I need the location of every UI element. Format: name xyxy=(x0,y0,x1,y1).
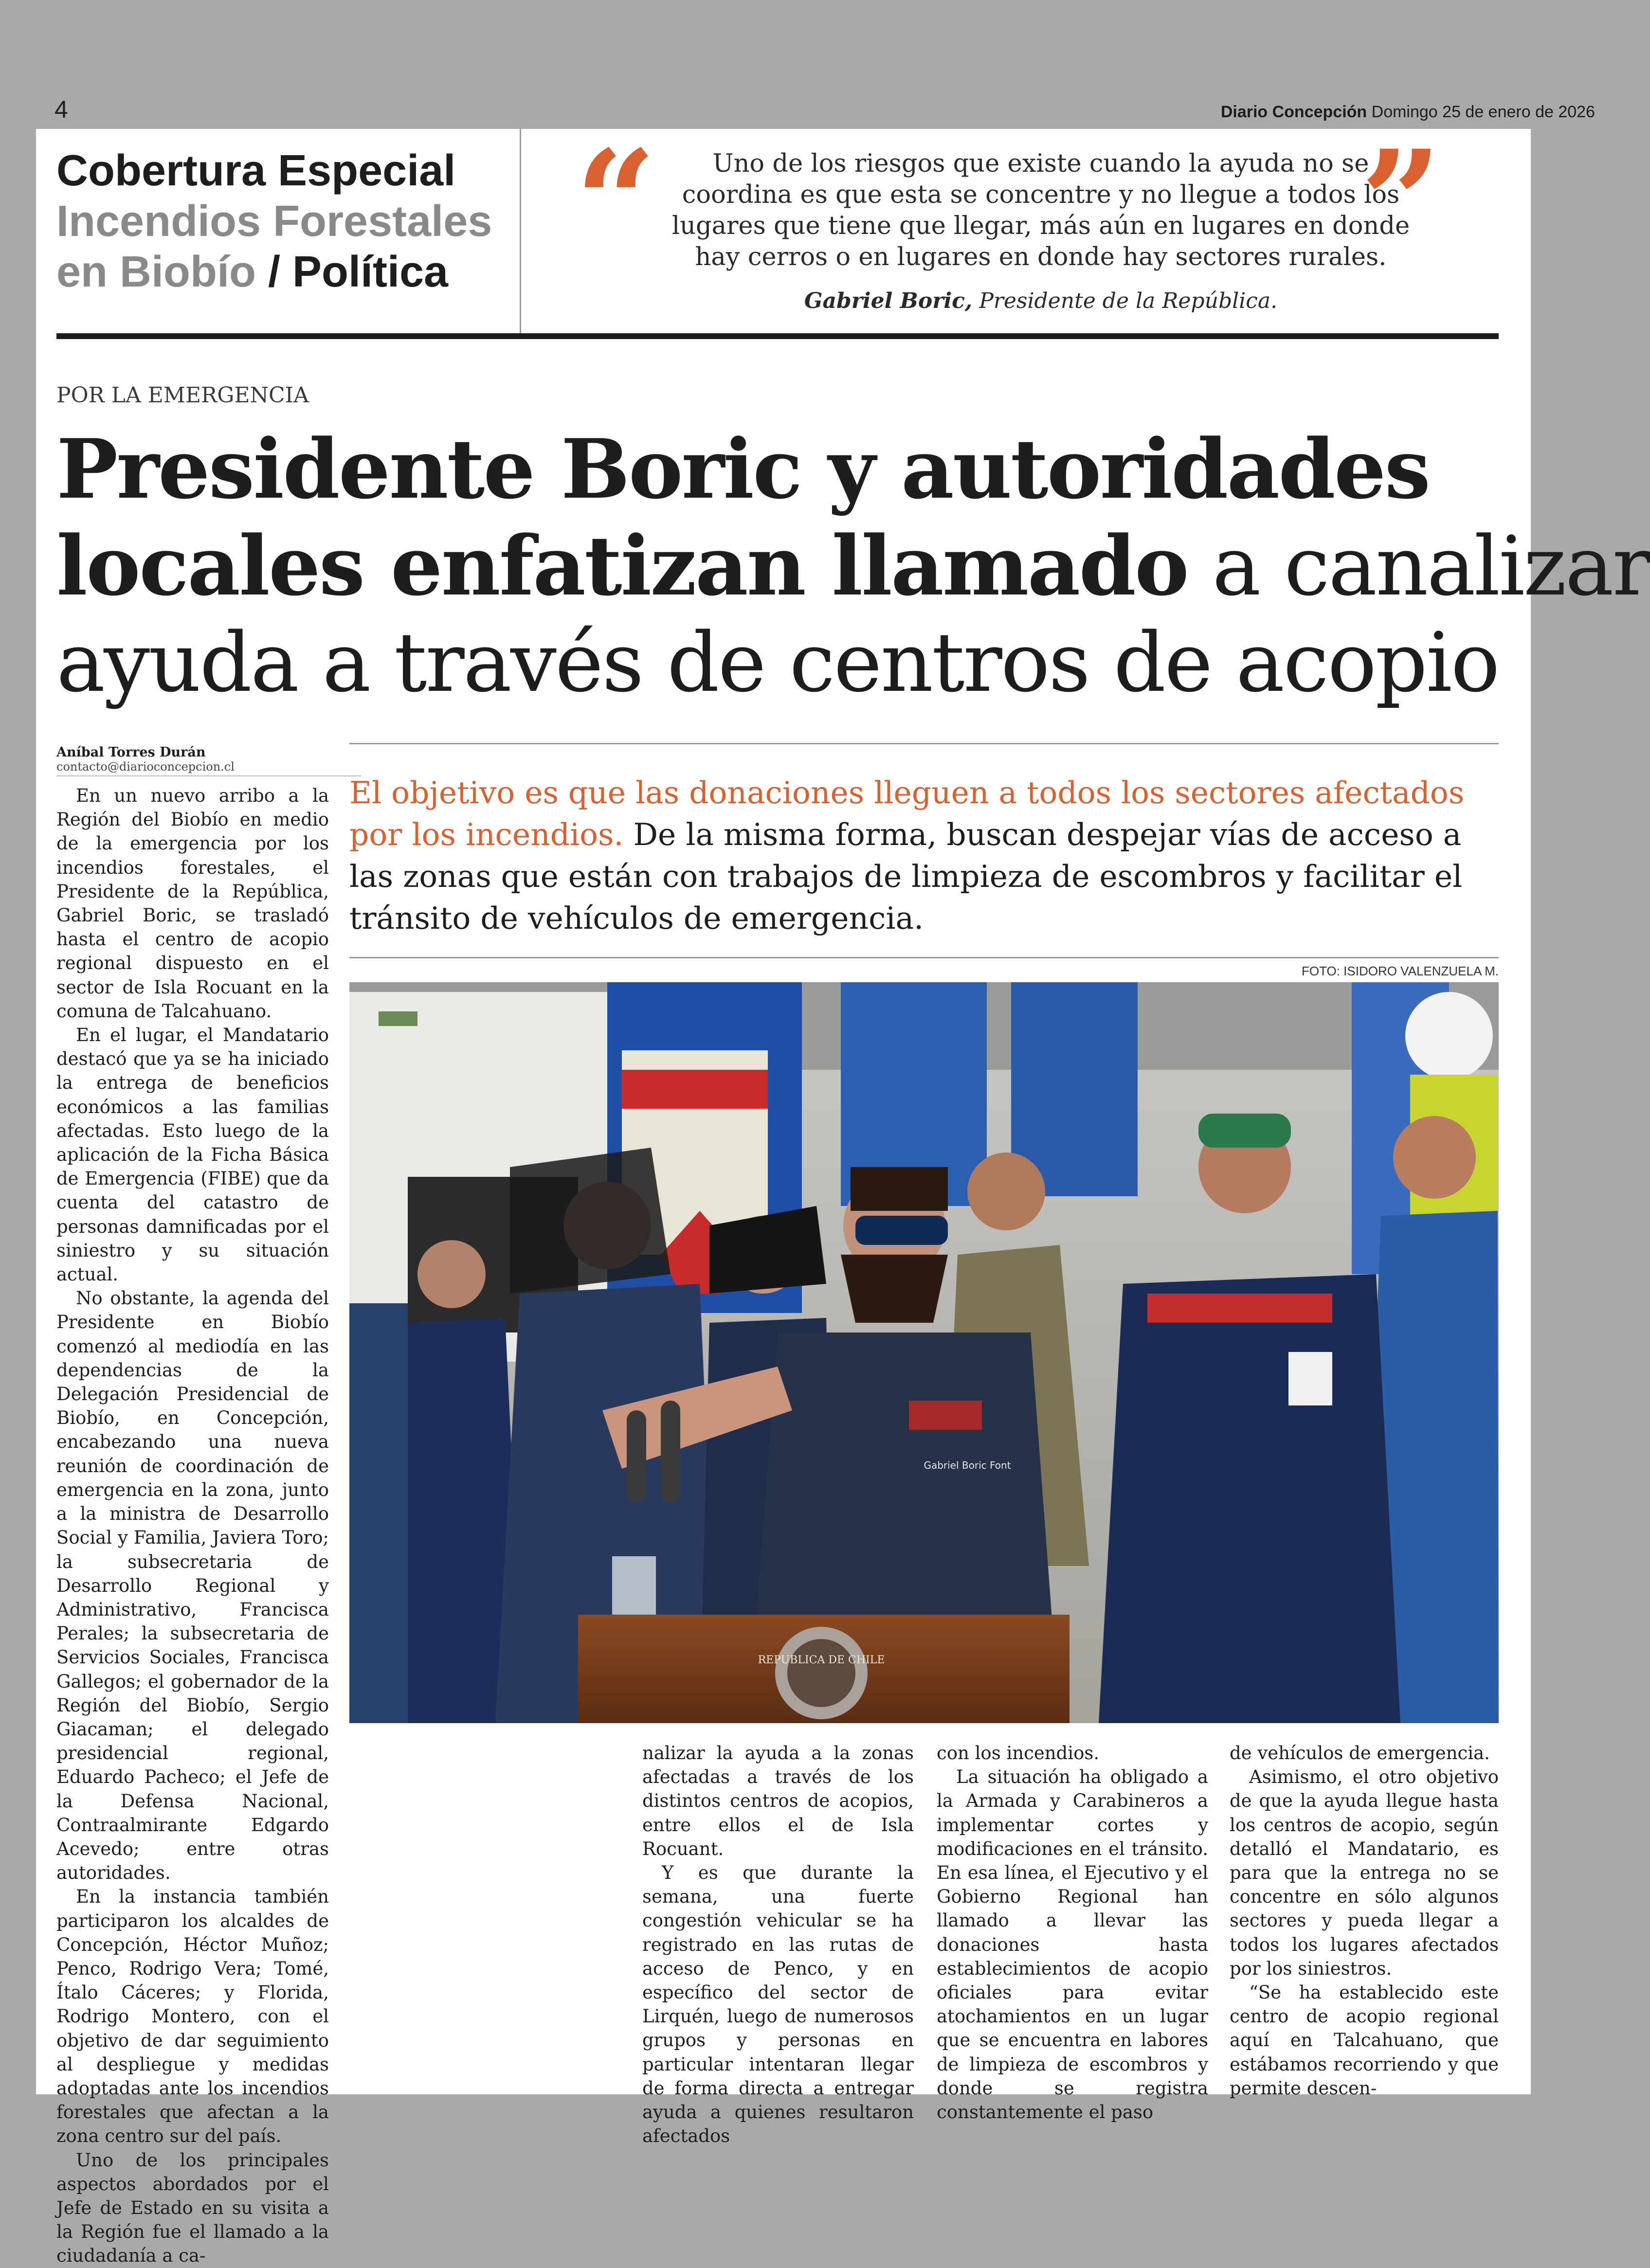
masthead-info xyxy=(1221,103,1595,122)
header-rule xyxy=(56,333,1499,339)
section-line-2: Incendios Forestales xyxy=(56,197,492,246)
paragraph: No obstante, la agenda del Presidente en Biobío comenzó al mediodía en las dependencias de la Delegación Presidencial de Biobío, en Concepción, encabezando una nueva reunión de coordinación de emergencia en la zona, junto a la ministra de Desarrollo Social y Familia, Javiera Toro; la subsecretaria de Desarrollo Regional y Administrativo, Francisca Perales; la subsecretaria de Servicios Sociales, Francisca Gallegos; el gobernador de la Región del Biobío, Sergio Giacaman; el delegado presidencial regional, Eduardo Pacheco; el Jefe de la Defensa Nacional, Contraalmirante Edgardo Acevedo; entre otras autoridades. xyxy=(56,1288,329,1884)
article-column-3 xyxy=(937,1741,1208,2124)
section-header xyxy=(56,145,518,350)
headline-line-1: Presidente Boric y autoridades xyxy=(56,421,1430,517)
paragraph: con los incendios. xyxy=(937,1743,1100,1764)
paragraph: Y es que durante la semana, una fuerte congestión vehicular se ha registrado en las rutas de acceso de Penco, y en específico del sector de Lirquén, luego de numerosos grupos y personas en particular intentaran llegar de forma directa a entregar ayuda a quienes resultaron afectados xyxy=(642,1862,914,2147)
article-column-1 xyxy=(56,784,329,2268)
article-column-4 xyxy=(1230,1741,1499,2100)
photo-credit: FOTO: ISIDORO VALENZUELA M. xyxy=(1301,964,1499,978)
article-column-2 xyxy=(642,1741,914,2148)
section-line-1: Cobertura Especial xyxy=(56,146,456,195)
headline xyxy=(56,421,1650,711)
paragraph: Asimismo, el otro objetivo de que la ayuda llegue hasta los centros de acopio, según detalló el Mandatario, es para que la entrega no se concentre en sólo algunos sectores y pueda llegar a todos los lugares afectados por los siniestros. xyxy=(1230,1766,1499,1979)
paragraph: Uno de los principales aspectos abordados por el Jefe de Estado en su visita a la Región fue el llamado a la ciudadanía a ca- xyxy=(56,2149,329,2267)
paragraph: En un nuevo arribo a la Región del Biobío en medio de la emergencia por los incendios forestales, el Presidente de la República, Gabriel Boric, se trasladó hasta el centro de acopio regional dispuesto en el sector de Isla Rocuant en la comuna de Talcahuano. xyxy=(56,785,329,1022)
headline-line-3: ayuda a través de centros de acopio xyxy=(56,615,1499,710)
paragraph: de vehículos de emergencia. xyxy=(1230,1743,1490,1764)
main-photo xyxy=(349,982,1499,1723)
vest-text: Gabriel Boric Font xyxy=(924,1459,1011,1471)
quote-role: Presidente de la República. xyxy=(979,288,1278,313)
byline xyxy=(56,745,361,776)
paragraph: La situación ha obligado a la Armada y Carabineros a implementar cortes y modificaciones en el tránsito. En esa línea, el Ejecutivo y el Gobierno Regional han llamado a llevar las donaciones hasta establecimientos de acopio oficiales para evitar atochamientos en un lugar que se encuentra en labores de limpieza de escombros y donde se registra constantemente el paso xyxy=(937,1766,1208,2123)
newspaper-page xyxy=(36,120,1650,2267)
paragraph: En la instancia también participaron los alcaldes de Concepción, Héctor Muñoz; Penco, Rodrigo Vera; Tomé, Ítalo Cáceres; y Florida, Rodrigo Montero, con el objetivo de dar seguimiento al despliegue y medidas adoptadas ante los incendios forestales que afectan a la zona centro sur del país. xyxy=(56,1886,329,2147)
lead-paragraph xyxy=(349,772,1499,939)
headline-line-2-bold: locales enfatizan llamado xyxy=(56,518,1188,614)
section-line-3b: / Política xyxy=(268,248,449,296)
pull-quote: Uno de los riesgos que existe cuando la ayuda no se coordina es que esta se concentre y no llegue a todos los lugares que tiene que llegar, más aún en lugares en donde hay cerros o en lugares en donde hay sectores rurales. xyxy=(671,149,1410,271)
lead-top-rule xyxy=(349,743,1499,744)
issue-date: Domingo 25 de enero de 2026 xyxy=(1371,103,1595,121)
newspaper-name: Diario Concepción xyxy=(1220,103,1367,121)
headline-line-2-light: a canalizar xyxy=(1212,519,1650,614)
quote-author: Gabriel Boric, xyxy=(804,288,973,313)
quote-attribution xyxy=(669,288,1413,313)
paragraph: nalizar la ayuda a la zonas afectadas a través de los distintos centros de acopios, entre ellos el de Isla Rocuant. xyxy=(642,1743,914,1859)
open-quote-icon: “ xyxy=(575,120,656,285)
lead-text: De la misma forma, buscan despejar vías de acceso a las zonas que están con trabajos de limpieza de escombros y facilitar el tránsito de vehículos de emergencia. xyxy=(349,817,1463,936)
section-divider xyxy=(520,129,521,333)
paragraph: En el lugar, el Mandatario destacó que ya se ha iniciado la entrega de beneficios económicos a las familias afectadas. Esto luego de la aplicación de la Ficha Básica de Emergencia (FIBE) que da cuenta del catastro de personas damnificadas por el siniestro y su situación actual. xyxy=(56,1025,329,1285)
lead-highlight: El objetivo es que las donaciones lleguen a todos los sectores afectados por los incendios. xyxy=(349,775,1465,852)
close-quote-icon: ” xyxy=(1360,120,1442,285)
kicker: POR LA EMERGENCIA xyxy=(56,383,309,408)
page-number: 4 xyxy=(54,96,68,123)
paragraph: “Se ha establecido este centro de acopio regional aquí en Talcahuano, que estábamos recorriendo y que permite descen- xyxy=(1230,1982,1499,2099)
podium-text: REPUBLICA DE CHILE xyxy=(758,1654,885,1666)
author-email: contacto@diarioconcepcion.cl xyxy=(56,760,235,774)
lead-bottom-rule xyxy=(349,957,1499,958)
author-name: Aníbal Torres Durán xyxy=(56,745,206,760)
section-line-3a: en Biobío xyxy=(56,248,256,296)
